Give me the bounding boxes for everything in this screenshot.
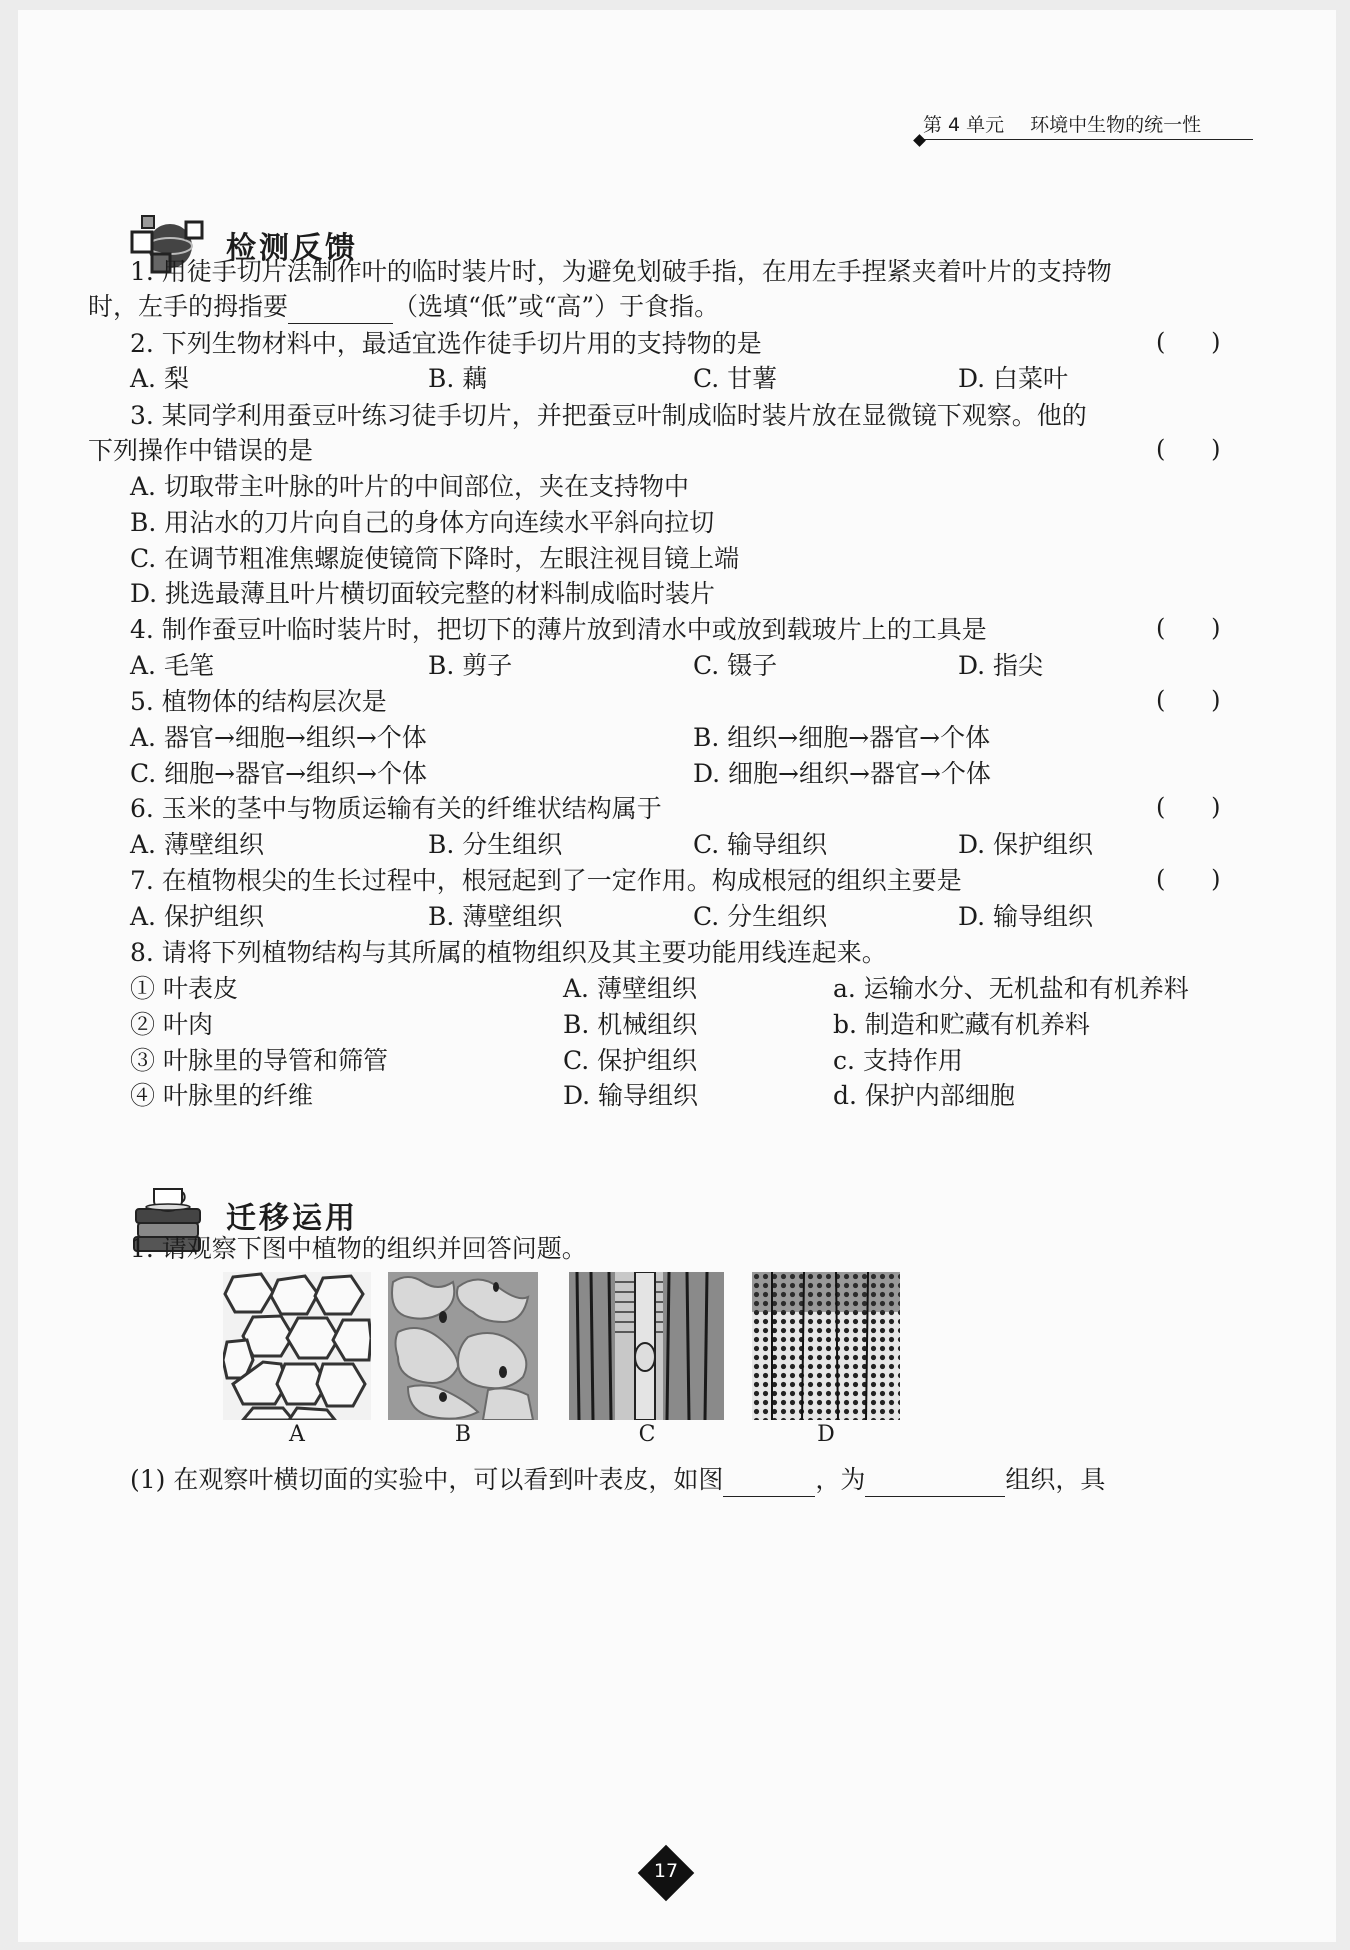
- q8-tissue-d: D. 输导组织: [563, 1081, 699, 1110]
- q5-answer-paren[interactable]: ( ): [1156, 686, 1221, 714]
- q5-stem: 5. 植物体的结构层次是: [130, 687, 387, 716]
- q8-function-d: d. 保护内部细胞: [833, 1081, 1015, 1110]
- q8-structure-2: ② 叶肉: [130, 1010, 213, 1039]
- t1-sub1-tissue-blank[interactable]: [865, 1470, 1005, 1497]
- q7-answer-paren[interactable]: ( ): [1156, 865, 1221, 893]
- q7-option-b: B. 薄壁组织: [428, 902, 563, 931]
- tissue-image-b: [388, 1272, 538, 1420]
- q2-option-c: C. 甘薯: [693, 364, 778, 393]
- t1-stem: 1. 请观察下图中植物的组织并回答问题。: [130, 1234, 587, 1263]
- q4-option-c: C. 镊子: [693, 651, 778, 680]
- q7-option-c: C. 分生组织: [693, 902, 828, 931]
- q3-line1: 3. 某同学利用蚕豆叶练习徒手切片，并把蚕豆叶制成临时装片放在显微镜下观察。他的: [130, 401, 1087, 430]
- q1-line2-text-b: （选填“低”或“高”）于食指。: [393, 292, 720, 321]
- q7-stem: 7. 在植物根尖的生长过程中，根冠起到了一定作用。构成根冠的组织主要是: [130, 866, 962, 895]
- t1-sub1-text-a: (1) 在观察叶横切面的实验中，可以看到叶表皮，如图: [130, 1465, 724, 1494]
- q6-option-b: B. 分生组织: [428, 830, 563, 859]
- q8-stem: 8. 请将下列植物结构与其所属的植物组织及其主要功能用线连起来。: [130, 938, 887, 967]
- q6-stem: 6. 玉米的茎中与物质运输有关的纤维状结构属于: [130, 794, 662, 823]
- q2-option-d: D. 白菜叶: [958, 364, 1069, 393]
- q8-tissue-c: C. 保护组织: [563, 1046, 698, 1075]
- q4-answer-paren[interactable]: ( ): [1156, 614, 1221, 642]
- q4-stem: 4. 制作蚕豆叶临时装片时，把切下的薄片放到清水中或放到载玻片上的工具是: [130, 615, 987, 644]
- section-title: 迁移运用: [226, 1201, 358, 1236]
- page: [18, 10, 1336, 1942]
- q8-tissue-a: A. 薄壁组织: [563, 974, 697, 1003]
- q8-function-b: b. 制造和贮藏有机养料: [833, 1010, 1090, 1039]
- q4-option-b: B. 剪子: [428, 651, 513, 680]
- q4-option-d: D. 指尖: [958, 651, 1044, 680]
- q3-option-d: D. 挑选最薄且叶片横切面较完整的材料制成临时装片: [130, 579, 716, 608]
- q6-option-c: C. 输导组织: [693, 830, 828, 859]
- q7-option-a: A. 保护组织: [130, 902, 264, 931]
- page-number: 17: [653, 1860, 679, 1882]
- tissue-image-a: [223, 1272, 371, 1420]
- q5-option-a: A. 器官→细胞→组织→个体: [130, 723, 427, 752]
- t1-sub1-figure-blank[interactable]: [723, 1470, 815, 1497]
- q3-option-c: C. 在调节粗准焦螺旋使镜筒下降时，左眼注视目镜上端: [130, 544, 740, 573]
- q6-option-a: A. 薄壁组织: [130, 830, 264, 859]
- q2-answer-paren[interactable]: ( ): [1156, 328, 1221, 356]
- q3-option-a: A. 切取带主叶脉的叶片的中间部位，夹在支持物中: [130, 472, 689, 501]
- tissue-image-label-c: C: [638, 1422, 656, 1447]
- q2-stem: 2. 下列生物材料中，最适宜选作徒手切片用的支持物的是: [130, 329, 762, 358]
- tissue-image-label-a: A: [289, 1422, 305, 1447]
- tissue-image-d: [752, 1272, 900, 1420]
- q8-structure-1: ① 叶表皮: [130, 974, 238, 1003]
- q2-option-a: A. 梨: [130, 364, 189, 393]
- t1-sub1: [130, 1463, 1105, 1497]
- q1-answer-blank[interactable]: [288, 297, 393, 324]
- q8-tissue-b: B. 机械组织: [563, 1010, 698, 1039]
- tissue-image-c: [569, 1272, 724, 1420]
- q3-option-b: B. 用沾水的刀片向自己的身体方向连续水平斜向拉切: [130, 508, 715, 537]
- q8-function-c: c. 支持作用: [833, 1046, 963, 1075]
- q6-option-d: D. 保护组织: [958, 830, 1094, 859]
- q5-option-c: C. 细胞→器官→组织→个体: [130, 759, 427, 788]
- tissue-image-label-b: B: [454, 1422, 472, 1447]
- q8-function-a: a. 运输水分、无机盐和有机养料: [833, 974, 1189, 1003]
- q8-structure-4: ④ 叶脉里的纤维: [130, 1081, 313, 1110]
- tissue-image-label-d: D: [817, 1422, 835, 1447]
- q7-option-d: D. 输导组织: [958, 902, 1094, 931]
- t1-sub1-text-c: 组织，具: [1005, 1465, 1106, 1494]
- q5-option-b: B. 组织→细胞→器官→个体: [693, 723, 991, 752]
- q3-line2: 下列操作中错误的是: [88, 436, 314, 465]
- section-title: 检测反馈: [226, 231, 358, 266]
- q6-answer-paren[interactable]: ( ): [1156, 793, 1221, 821]
- q1-line1: 1. 用徒手切片法制作叶的临时装片时，为避免划破手指，在用左手捏紧夹着叶片的支持物: [130, 257, 1112, 286]
- q8-structure-3: ③ 叶脉里的导管和筛管: [130, 1046, 388, 1075]
- page-header: [923, 110, 1253, 140]
- q1-line2: [88, 290, 719, 324]
- q1-line2-text-a: 时，左手的拇指要: [88, 292, 289, 321]
- header-unit: 第 4 单元: [923, 114, 1005, 136]
- q5-option-d: D. 细胞→组织→器官→个体: [693, 759, 991, 788]
- header-unit-title: 环境中生物的统一性: [1030, 114, 1202, 136]
- q4-option-a: A. 毛笔: [130, 651, 214, 680]
- q3-answer-paren[interactable]: ( ): [1156, 435, 1221, 463]
- t1-sub1-text-b: ，为: [815, 1465, 866, 1494]
- q2-option-b: B. 藕: [428, 364, 488, 393]
